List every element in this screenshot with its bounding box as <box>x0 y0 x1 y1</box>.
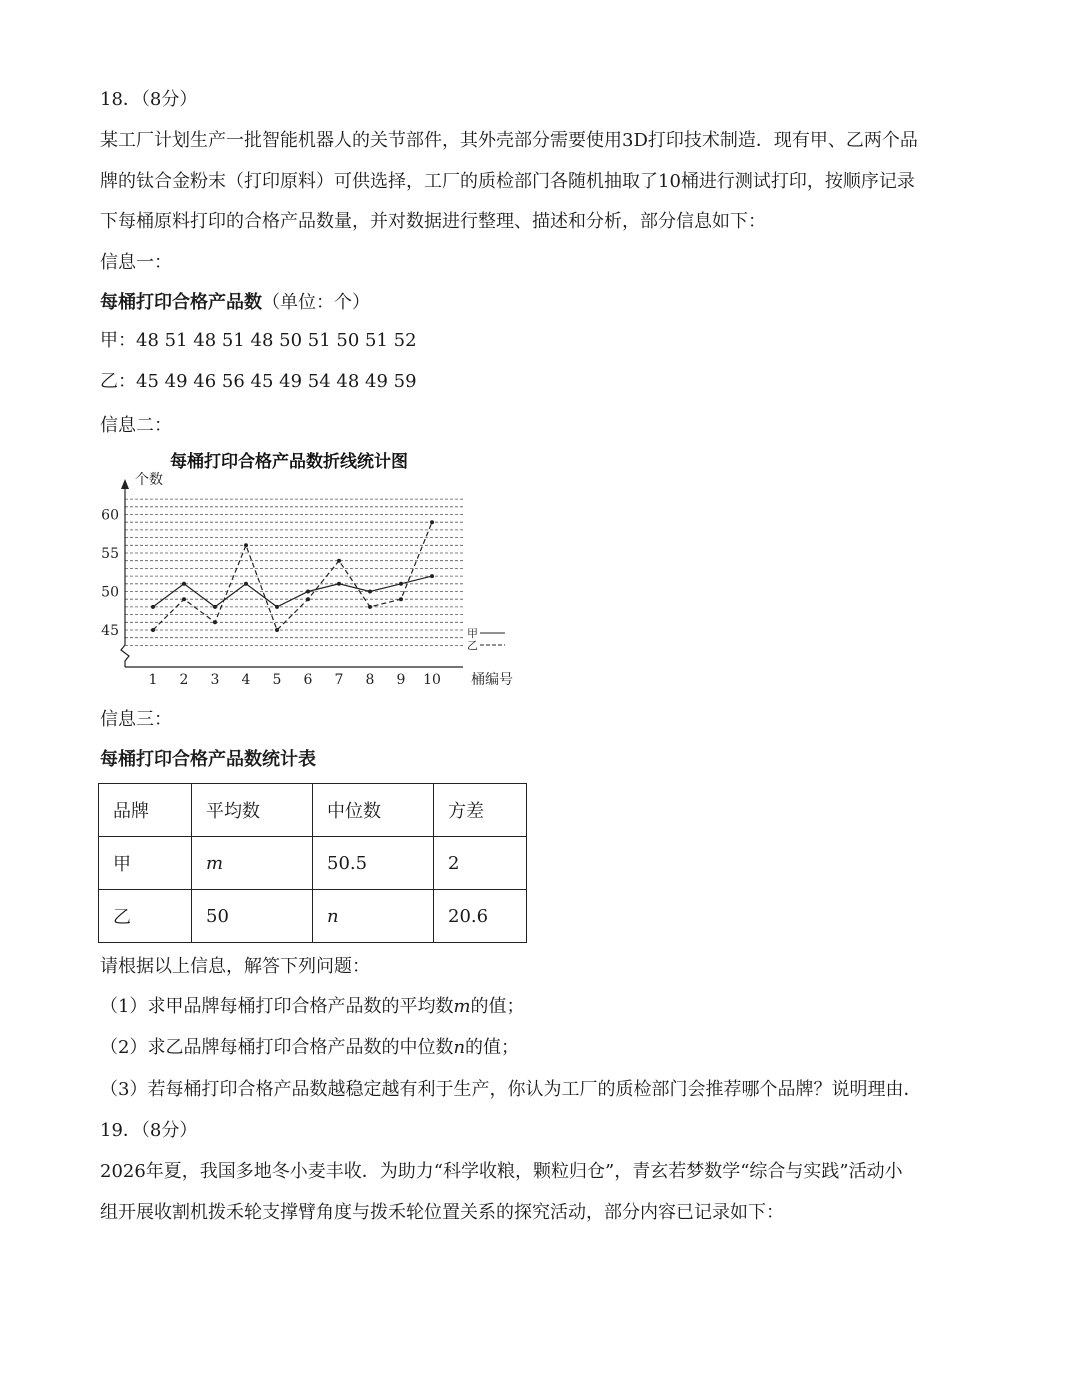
data-point <box>430 574 434 578</box>
data-point <box>399 582 403 586</box>
x-tick-label: 5 <box>272 672 282 688</box>
jia-data: 48 51 48 51 48 50 51 50 51 52 <box>136 330 417 351</box>
data-point <box>368 605 372 609</box>
data-point <box>306 597 310 601</box>
yi-prefix: 乙： <box>100 371 136 392</box>
data-point <box>275 628 279 632</box>
data-point <box>306 590 310 594</box>
y-tick-label: 55 <box>101 546 119 562</box>
table-header-row <box>99 784 527 837</box>
info3-label: 信息三： <box>100 709 172 730</box>
data-point <box>213 620 217 624</box>
y-tick-label: 60 <box>101 507 119 524</box>
table-title: 每桶打印合格产品数统计表 <box>100 749 316 770</box>
q19-line-1: 2026年夏，我国多地冬小麦丰收．为助力“科学收粮，颗粒归仓”，青玄若梦数学“综合与实践”活动小 <box>100 1161 903 1182</box>
question-2 <box>100 1036 519 1060</box>
chart-legend <box>467 627 505 652</box>
info1-yi-row <box>100 370 417 394</box>
data-point <box>337 559 341 563</box>
stats-table <box>98 783 527 943</box>
q19-heading: 19．（8分） <box>100 1120 198 1141</box>
data-point <box>244 543 248 547</box>
q18-intro-line-3: 下每桶原料打印的合格产品数量，并对数据进行整理、描述和分析，部分信息如下： <box>100 211 766 232</box>
chart-title: 每桶打印合格产品数折线统计图 <box>170 452 408 472</box>
jia-prefix: 甲： <box>100 330 136 351</box>
question-1-variable: m <box>453 996 471 1017</box>
q18-intro-line-2: 牌的钛合金粉末（打印原料）可供选择，工厂的质检部门各随机抽取了10桶进行测试打印，按顺序记录 <box>100 171 915 192</box>
info1-label: 信息一： <box>100 252 172 273</box>
y-tick-label: 50 <box>101 584 119 601</box>
x-tick-label: 8 <box>365 672 375 688</box>
table-cell: 20.6 <box>434 890 527 943</box>
data-point <box>151 605 155 609</box>
x-tick-label: 10 <box>423 672 441 688</box>
table-cell: 甲 <box>99 837 192 890</box>
table-cell: 50.5 <box>313 837 434 890</box>
info1-title <box>100 291 370 315</box>
table-cell: 乙 <box>99 890 192 943</box>
x-tick-label: 9 <box>396 672 406 688</box>
chart-y-axis-label: 个数 <box>135 472 163 488</box>
x-tick-label: 6 <box>303 672 313 688</box>
data-point <box>244 582 248 586</box>
y-tick-label: 45 <box>101 623 119 639</box>
data-point <box>213 605 217 609</box>
data-point <box>182 582 186 586</box>
info2-label: 信息二： <box>100 415 172 436</box>
table-cell: n <box>313 890 434 943</box>
data-point <box>399 597 403 601</box>
table-header-cell: 方差 <box>434 784 527 837</box>
table-header-cell: 平均数 <box>192 784 313 837</box>
data-point <box>182 597 186 601</box>
table-row <box>99 837 527 890</box>
y-axis-break <box>121 645 129 667</box>
question-2-text: （2）求乙品牌每桶打印合格产品数的中位数 <box>100 1037 454 1058</box>
info1-title-unit: （单位：个） <box>262 292 370 313</box>
q18-intro-line-1: 某工厂计划生产一批智能机器人的关节部件，其外壳部分需要使用3D打印技术制造．现有甲、乙两个品 <box>100 130 918 151</box>
info1-jia-row <box>100 329 417 353</box>
table-header-cell: 中位数 <box>313 784 434 837</box>
table-cell: 2 <box>434 837 527 890</box>
x-tick-label: 4 <box>241 672 251 688</box>
info1-title-bold: 每桶打印合格产品数 <box>100 292 262 313</box>
table-cell: 50 <box>192 890 313 943</box>
x-tick-label: 1 <box>148 672 158 688</box>
data-point <box>151 628 155 632</box>
chart-x-axis-label: 桶编号 <box>471 672 513 688</box>
q18-heading: 18．（8分） <box>100 89 198 110</box>
data-point <box>430 520 434 524</box>
question-3: （3）若每桶打印合格产品数越稳定越有利于生产，你认为工厂的质检部门会推荐哪个品牌？说明理由． <box>100 1079 922 1100</box>
question-1 <box>100 995 525 1019</box>
yi-data: 45 49 46 56 45 49 54 48 49 59 <box>136 371 417 392</box>
x-tick-label: 3 <box>210 672 220 688</box>
legend-label: 乙 <box>467 639 478 652</box>
data-point <box>368 590 372 594</box>
legend-label: 甲 <box>467 627 478 640</box>
table-row <box>99 890 527 943</box>
table-cell: m <box>192 837 313 890</box>
question-1-suffix: 的值； <box>470 996 525 1017</box>
table-header-cell: 品牌 <box>99 784 192 837</box>
question-2-suffix: 的值； <box>465 1037 520 1058</box>
question-1-text: （1）求甲品牌每桶打印合格产品数的平均数 <box>100 996 454 1017</box>
q19-line-2: 组开展收割机拨禾轮支撑臂角度与拨禾轮位置关系的探究活动，部分内容已记录如下： <box>100 1202 784 1223</box>
data-point <box>275 605 279 609</box>
question-2-variable: n <box>453 1037 466 1058</box>
data-point <box>337 582 341 586</box>
answer-prompt: 请根据以上信息，解答下列问题： <box>100 956 370 977</box>
line-chart <box>95 445 535 695</box>
x-tick-label: 7 <box>334 672 344 688</box>
y-axis-arrow <box>121 479 129 489</box>
x-tick-label: 2 <box>179 672 189 688</box>
